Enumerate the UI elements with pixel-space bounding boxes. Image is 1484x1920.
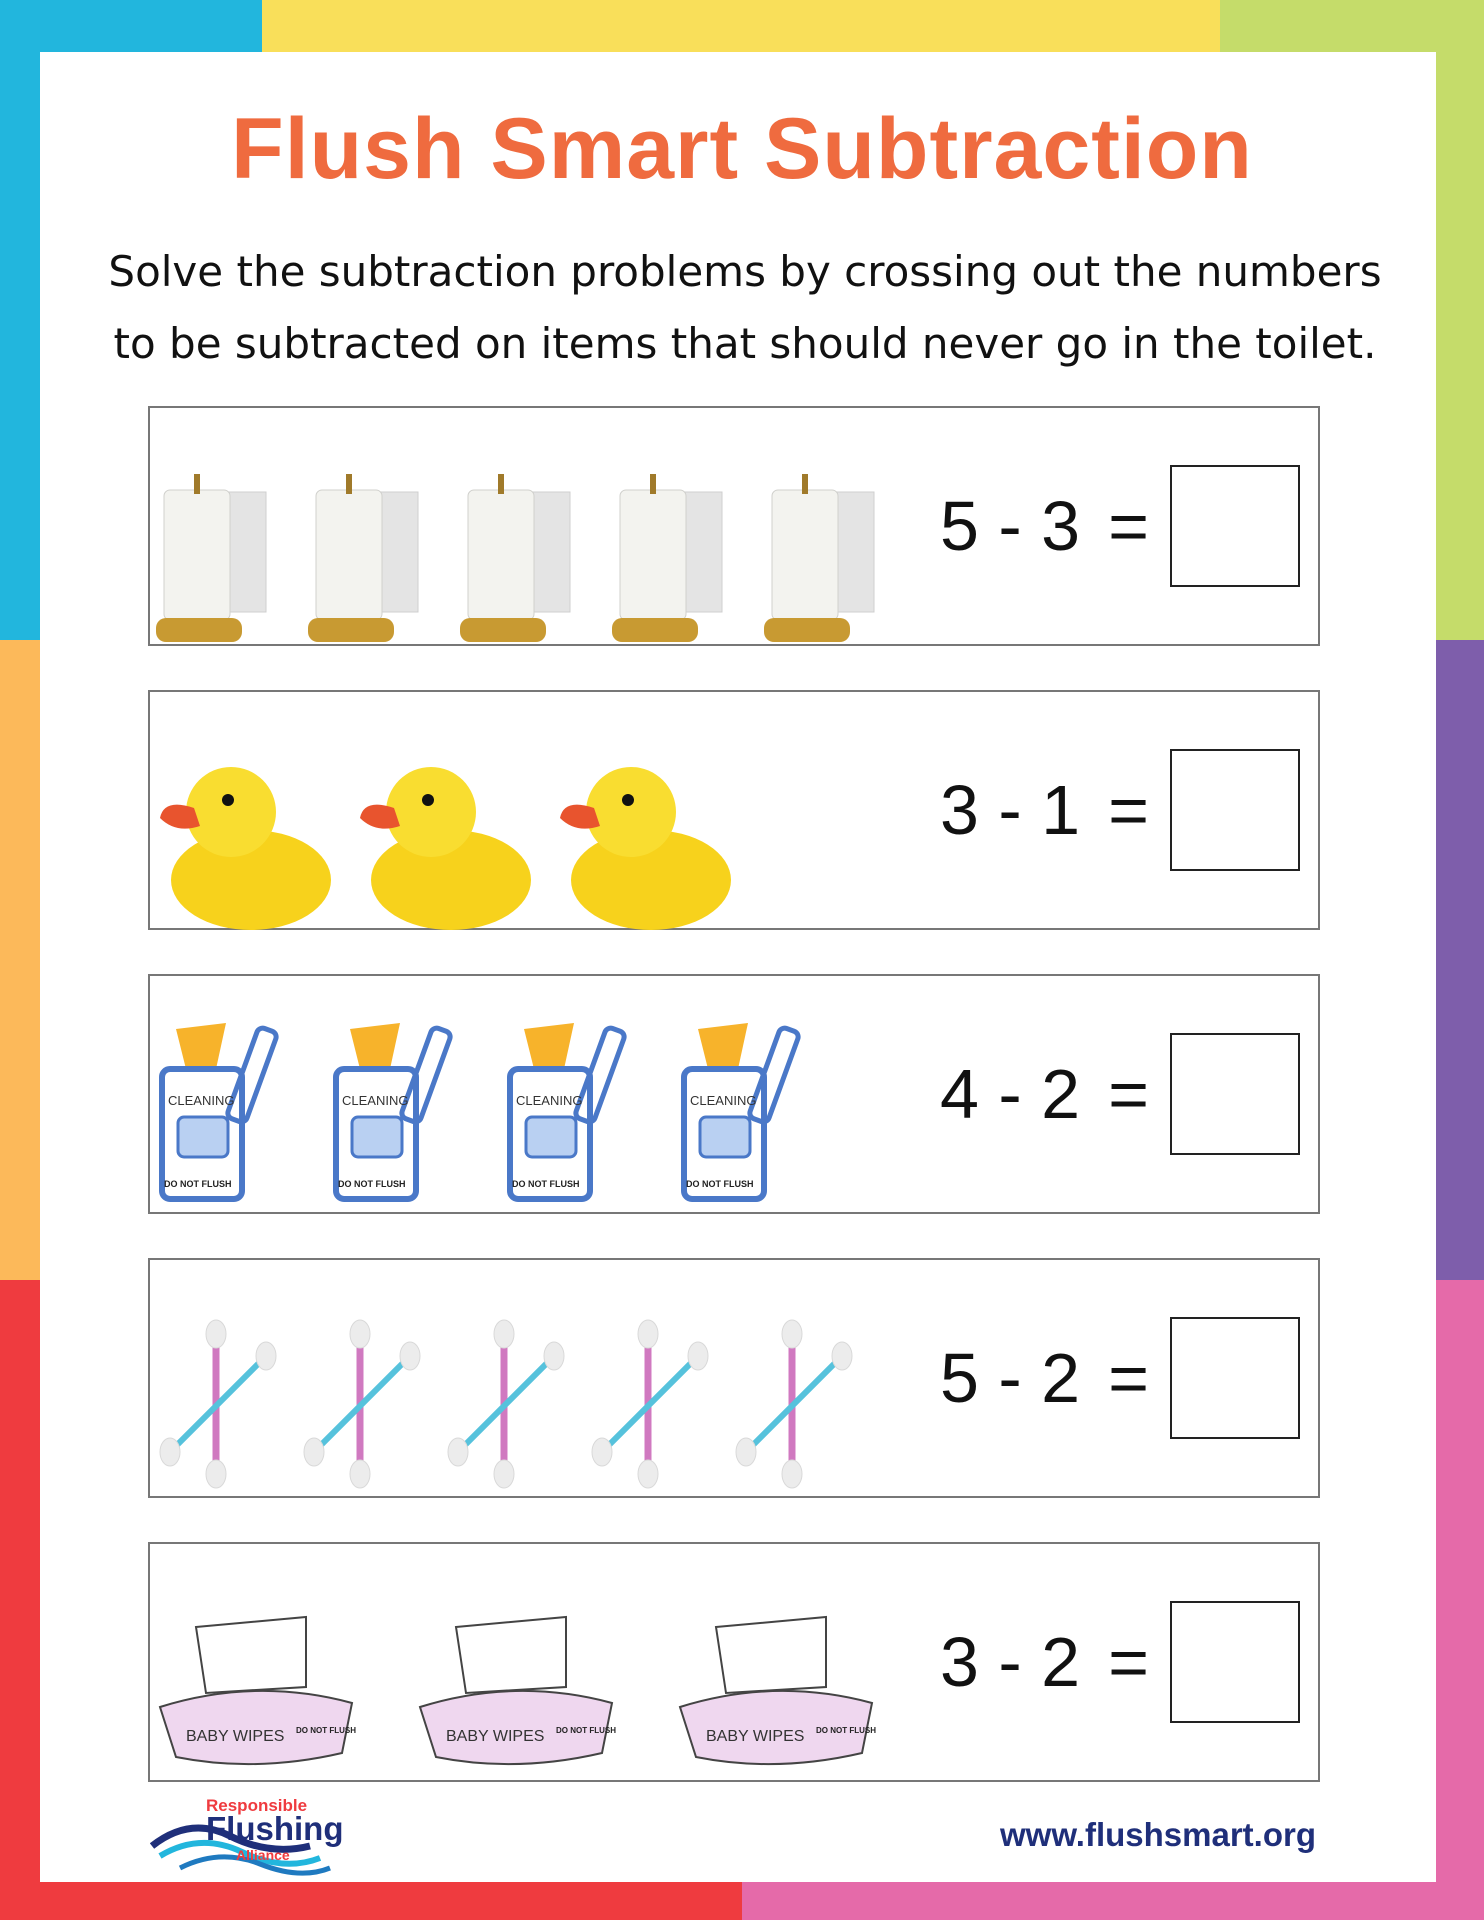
paper-towel-roll-icon[interactable]: [764, 442, 914, 678]
svg-text:CLEANING: CLEANING: [168, 1093, 235, 1108]
responsible-flushing-alliance-logo[interactable]: [150, 1796, 350, 1886]
svg-text:CLEANING: CLEANING: [690, 1093, 757, 1108]
subtrahend: 1: [1041, 771, 1081, 849]
subtrahend: 2: [1041, 1055, 1081, 1133]
logo-line-3: Alliance: [236, 1847, 290, 1863]
svg-text:DO NOT FLUSH: DO NOT FLUSH: [686, 1179, 754, 1189]
equation-expression: [940, 1054, 1080, 1134]
frame-band-pink-right: [1436, 1280, 1484, 1920]
equation: [940, 486, 1149, 566]
equals-sign: =: [1108, 771, 1149, 849]
problem-row: [148, 1542, 1320, 1782]
equation: [940, 1054, 1149, 1134]
svg-text:DO NOT FLUSH: DO NOT FLUSH: [512, 1179, 580, 1189]
website-link[interactable]: www.flushsmart.org: [1000, 1816, 1316, 1853]
minuend: 3: [940, 771, 979, 849]
equals-sign: =: [1108, 1339, 1149, 1417]
rubber-duck-icon[interactable]: [156, 722, 336, 958]
operator: -: [998, 1055, 1022, 1133]
svg-text:BABY WIPES: BABY WIPES: [706, 1728, 805, 1745]
item-group-paper-towels: [156, 408, 926, 644]
equation: [940, 770, 1149, 850]
paper-towel-roll-icon[interactable]: [156, 442, 306, 678]
equals-sign: =: [1108, 487, 1149, 565]
minuend: 5: [940, 487, 979, 565]
frame-band-pink-bottom: [742, 1882, 1484, 1920]
cotton-swab-icon[interactable]: [444, 1288, 574, 1524]
item-group-cleaning-wipes: [156, 976, 926, 1212]
problem-row: [148, 1258, 1320, 1498]
cleaning-wipes-container-icon[interactable]: [156, 996, 286, 1232]
svg-text:BABY WIPES: BABY WIPES: [446, 1728, 545, 1745]
paper-towel-roll-icon[interactable]: [308, 442, 458, 678]
subtrahend: 3: [1041, 487, 1081, 565]
frame-band-purple-right: [1436, 640, 1484, 1280]
instructions-line-2: to be subtracted on items that should never go in the toilet.: [113, 319, 1377, 368]
svg-text:DO NOT FLUSH: DO NOT FLUSH: [816, 1726, 876, 1735]
item-group-rubber-ducks: [156, 692, 926, 928]
instructions: [90, 236, 1400, 380]
frame-band-red-left: [0, 1280, 40, 1920]
baby-wipes-pack-icon[interactable]: [676, 1574, 886, 1810]
cotton-swab-icon[interactable]: [156, 1288, 286, 1524]
problem-row: [148, 406, 1320, 646]
svg-text:CLEANING: CLEANING: [342, 1093, 409, 1108]
equation-expression: [940, 1338, 1080, 1418]
paper-towel-roll-icon[interactable]: [612, 442, 762, 678]
subtrahend: 2: [1041, 1623, 1081, 1701]
equation: [940, 1622, 1149, 1702]
problem-row: [148, 974, 1320, 1214]
minuend: 5: [940, 1339, 979, 1417]
equals-sign: =: [1108, 1055, 1149, 1133]
logo-line-1: Responsible: [206, 1796, 308, 1815]
instructions-line-1: Solve the subtraction problems by crossing out the numbers: [108, 247, 1382, 296]
svg-text:BABY WIPES: BABY WIPES: [186, 1728, 285, 1745]
item-group-cotton-swabs: [156, 1260, 926, 1496]
cleaning-wipes-container-icon[interactable]: [330, 996, 460, 1232]
answer-box[interactable]: [1170, 749, 1300, 871]
cleaning-wipes-container-icon[interactable]: [504, 996, 634, 1232]
frame-band-cyan-left: [0, 0, 40, 640]
answer-box[interactable]: [1170, 465, 1300, 587]
answer-box[interactable]: [1170, 1317, 1300, 1439]
operator: -: [998, 1339, 1022, 1417]
cotton-swab-icon[interactable]: [300, 1288, 430, 1524]
svg-text:DO NOT FLUSH: DO NOT FLUSH: [164, 1179, 232, 1189]
minuend: 3: [940, 1623, 979, 1701]
svg-text:DO NOT FLUSH: DO NOT FLUSH: [556, 1726, 616, 1735]
frame-band-red-bottom: [0, 1882, 742, 1920]
baby-wipes-pack-icon[interactable]: [416, 1574, 626, 1810]
item-group-baby-wipes: [156, 1544, 926, 1780]
svg-text:DO NOT FLUSH: DO NOT FLUSH: [296, 1726, 356, 1735]
equation: [940, 1338, 1149, 1418]
frame-band-orange-left: [0, 640, 40, 1280]
cotton-swab-icon[interactable]: [588, 1288, 718, 1524]
paper-towel-roll-icon[interactable]: [460, 442, 610, 678]
svg-text:CLEANING: CLEANING: [516, 1093, 583, 1108]
minuend: 4: [940, 1055, 979, 1133]
equation-expression: [940, 486, 1080, 566]
svg-text:DO NOT FLUSH: DO NOT FLUSH: [338, 1179, 406, 1189]
baby-wipes-pack-icon[interactable]: [156, 1574, 366, 1810]
equation-expression: [940, 1622, 1080, 1702]
answer-box[interactable]: [1170, 1601, 1300, 1723]
equation-expression: [940, 770, 1080, 850]
rubber-duck-icon[interactable]: [356, 722, 536, 958]
operator: -: [998, 1623, 1022, 1701]
cleaning-wipes-container-icon[interactable]: [678, 996, 808, 1232]
frame-band-yellow-top: [262, 0, 1220, 52]
problem-row: [148, 690, 1320, 930]
operator: -: [998, 487, 1022, 565]
answer-box[interactable]: [1170, 1033, 1300, 1155]
logo-line-2: Flushing: [206, 1810, 344, 1847]
frame-band-green-right: [1436, 0, 1484, 640]
operator: -: [998, 771, 1022, 849]
subtrahend: 2: [1041, 1339, 1081, 1417]
rubber-duck-icon[interactable]: [556, 722, 736, 958]
page-title: Flush Smart Subtraction: [231, 101, 1253, 197]
equals-sign: =: [1108, 1623, 1149, 1701]
cotton-swab-icon[interactable]: [732, 1288, 862, 1524]
